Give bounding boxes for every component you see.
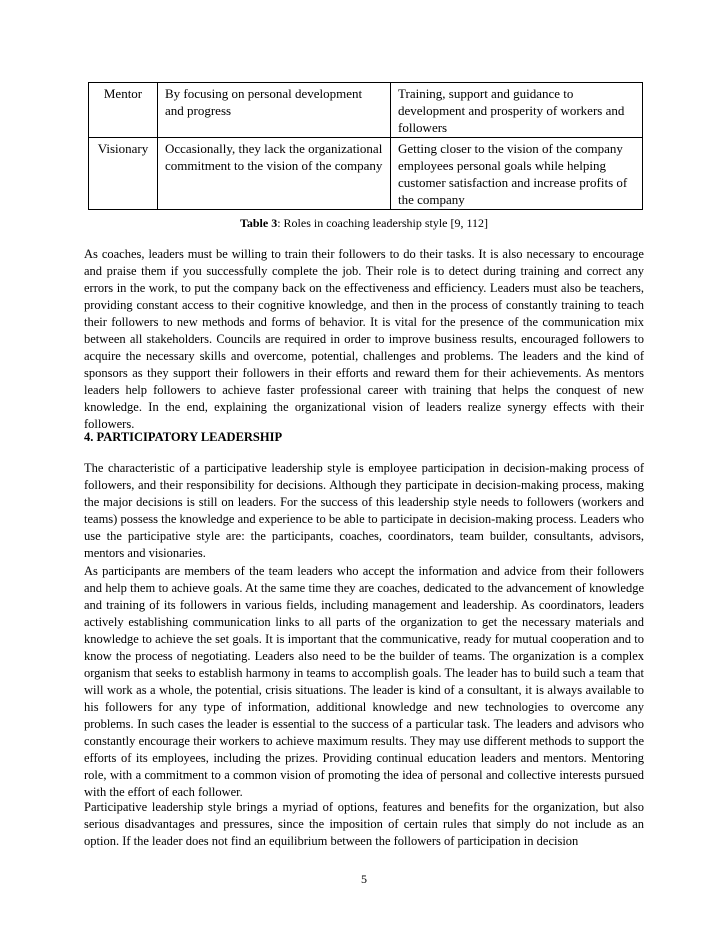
table-cell-role: Mentor: [89, 83, 158, 138]
body-paragraph-participative: The characteristic of a participative leadership style is employee participation in decision-making process of followers, and their responsibility for decisions. Although they participate in decision-making process, making the major decisions is still on leaders. For the success of this leadership style needs to followers (workers and teams) possess the knowledge and experience to be able to participate in decision-making process. Leaders who use the participative style are: the participants, coaches, coordinators, team builder, consultants, advisors, mentors and visionaries.: [84, 461, 644, 560]
page-number: 5: [361, 872, 367, 886]
table-cell-weakness: Occasionally, they lack the organizational commitment to the vision of the company: [158, 138, 391, 210]
table-cell-strength: Training, support and guidance to development and prosperity of workers and followers: [391, 83, 643, 138]
body-paragraph-coaches: As coaches, leaders must be willing to train their followers to do their tasks. It is also necessary to encourage and praise them if you successfully complete the job. Their role is to detect during training and correct any errors in the work, to put the company back on the effectiveness and efficiency. Leaders must also be teachers, providing constant access to their cognitive knowledge, and then in the process of constantly training to teach their followers to new methods and forms of behavior. It is vital for the presence of the communication mix between all stakeholders. Councils are required in order to improve business results, encouraged followers to acquire the necessary skills and overcome, potential, challenges and problems. The leaders and the kind of sponsors as they support their followers in their efforts and reward them for their achievements. As mentors leaders help followers to achieve faster professional career with training that helps the conquest of new knowledge. In the end, explaining the organizational vision of leaders realize synergy effects with their followers.: [84, 247, 644, 431]
table-row: [89, 83, 643, 138]
table-row: [89, 138, 643, 210]
table-cell-strength: Getting closer to the vision of the company employees personal goals while helping customer satisfaction and increase profits of the company: [391, 138, 643, 210]
section-heading: 4. PARTICIPATORY LEADERSHIP: [84, 430, 283, 444]
table-caption: [0, 215, 728, 231]
roles-table: [88, 82, 643, 210]
body-paragraph-participants: As participants are members of the team leaders who accept the information and advice from their followers and help them to achieve goals. At the same time they are coaches, dedicated to the advancement of knowledge and training of its followers in various fields, including management and leadership. As coordinators, leaders actively establishing communication links to all parts of the organization to get the necessary materials and knowledge to achieve the set goals. It is important that the communicative, ready for mutual cooperation and to know the process of negotiating. Leaders also need to be the builder of teams. The organization is a complex organism that seeks to establish harmony in teams to accomplish goals. The leader has to build such a team that will work as a whole, the potential, crisis situations. The leader is kind of a consultant, it is always available to his followers for any type of information, additional knowledge and new technologies to overcome any problems. In such cases the leader is essential to the success of a particular task. The leaders and advisors who constantly encourage their workers to achieve maximum results. They may use different methods to support the efforts of its employees, including the prizes. Providing continual education leaders and mentors. Mentoring role, with a commitment to a common vision of promoting the idea of personal and collective interests pursued with the effort of each follower.: [84, 564, 644, 799]
table-cell-weakness: By focusing on personal development and progress: [158, 83, 391, 138]
table-cell-role: Visionary: [89, 138, 158, 210]
table-caption-label: Table 3: [239, 216, 278, 230]
body-paragraph-benefits: Participative leadership style brings a myriad of options, features and benefits for the organization, but also serious disadvantages and pressures, since the imposition of certain rules that simply do not include as an option. If the leader does not find an equilibrium between the followers of participation in decision: [84, 800, 644, 848]
table-caption-text: : Roles in coaching leadership style [9, 112]: [277, 216, 489, 230]
